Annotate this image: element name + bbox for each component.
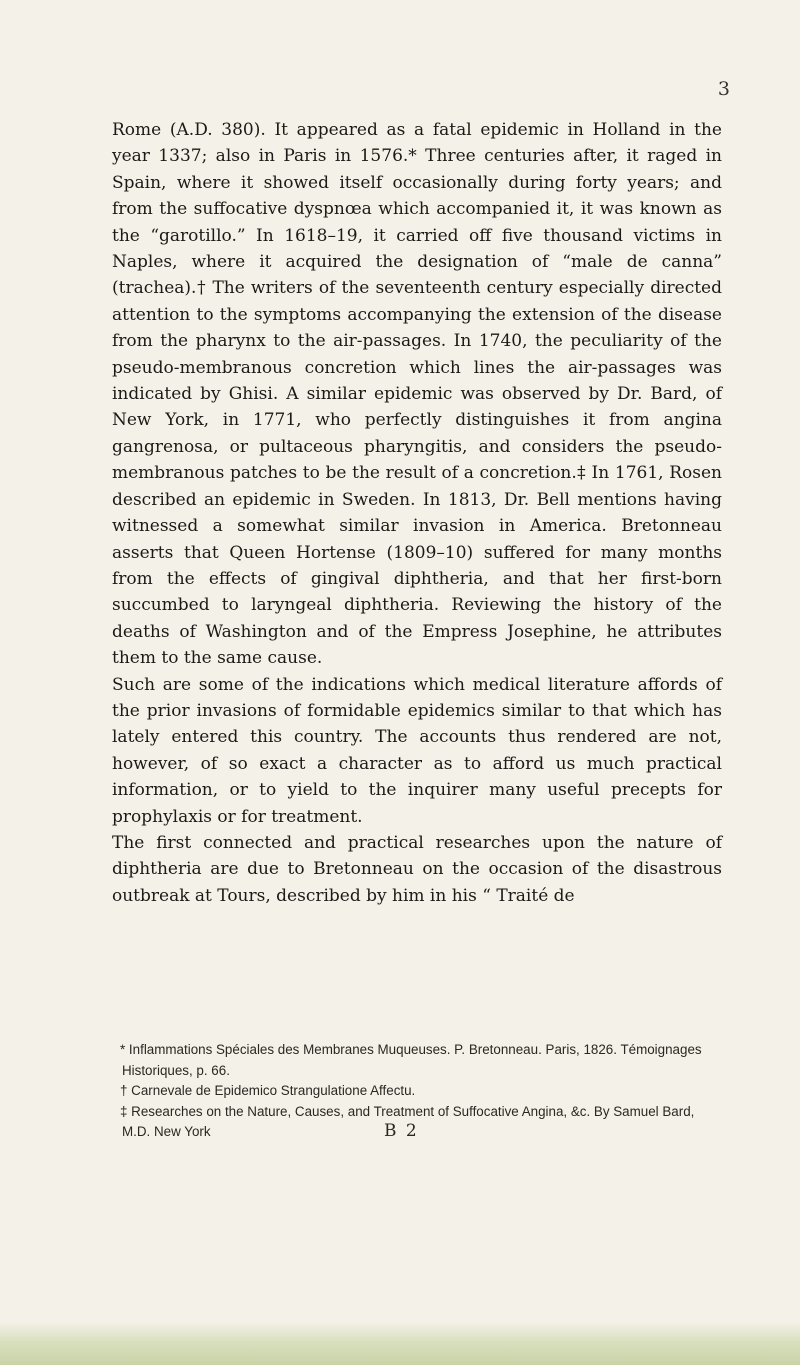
signature-mark: B 2 bbox=[384, 1121, 419, 1141]
paragraph: Such are some of the indications which medical literature affords of the prior invasions of formidable epidemics similar to that which has lately entered this country. The accounts thus rendered are not, however, of so exact a character as to afford us much practical information, or to yield to the inquirer many useful precepts for prophylaxis or for treatment. bbox=[112, 674, 722, 827]
body-text bbox=[112, 117, 722, 909]
page-number: 3 bbox=[717, 78, 730, 100]
paragraph: The first connected and practical researches upon the nature of diphtheria are due to Bretonneau on the occasion of the disastrous outbreak at Tours, described by him in his “ Traité de bbox=[112, 832, 722, 906]
paragraph: Rome (A.D. 380). It appeared as a fatal epidemic in Holland in the year 1337; also in Paris in 1576.* Three centuries after, it raged in Spain, where it showed itself occasionally during forty years; and from the suffocative dyspnœa which accompanied it, it was known as the “garotillo.” In 1618–19, it carried off five thousand victims in Naples, where it acquired the designation of “male de canna” (trachea).† The writers of the seventeenth century especially directed attention to the symptoms accompanying the extension of the disease from the pharynx to the air-passages. In 1740, the peculiarity of the pseudo-membranous concretion which lines the air-passages was indicated by Ghisi. A similar epidemic was observed by Dr. Bard, of New York, in 1771, who perfectly distinguishes it from angina gangrenosa, or pultaceous pharyngitis, and considers the pseudo-membranous patches to be the result of a concretion.‡ In 1761, Rosen described an epidemic in Sweden. In 1813, Dr. Bell mentions having witnessed a somewhat similar invasion in America. Bretonneau asserts that Queen Hortense (1809–10) suffered for many months from the effects of gingival diphtheria, and that her first-born succumbed to laryngeal diphtheria. Reviewing the history of the deaths of Washington and of the Empress Josephine, he attributes them to the same cause. bbox=[112, 120, 722, 669]
footnote: * Inflammations Spéciales des Membranes Muqueuses. P. Bretonneau. Paris, 1826. Témoignages Historiques, p. 66. bbox=[120, 1042, 702, 1078]
footnote: ‡ Researches on the Nature, Causes, and Treatment of Suffocative Angina, &c. By Samuel Bard, M.D. New York bbox=[120, 1103, 695, 1140]
page-edge-stain bbox=[0, 1322, 800, 1365]
footnote: † Carnevale de Epidemico Strangulatione Affectu. bbox=[120, 1083, 416, 1099]
